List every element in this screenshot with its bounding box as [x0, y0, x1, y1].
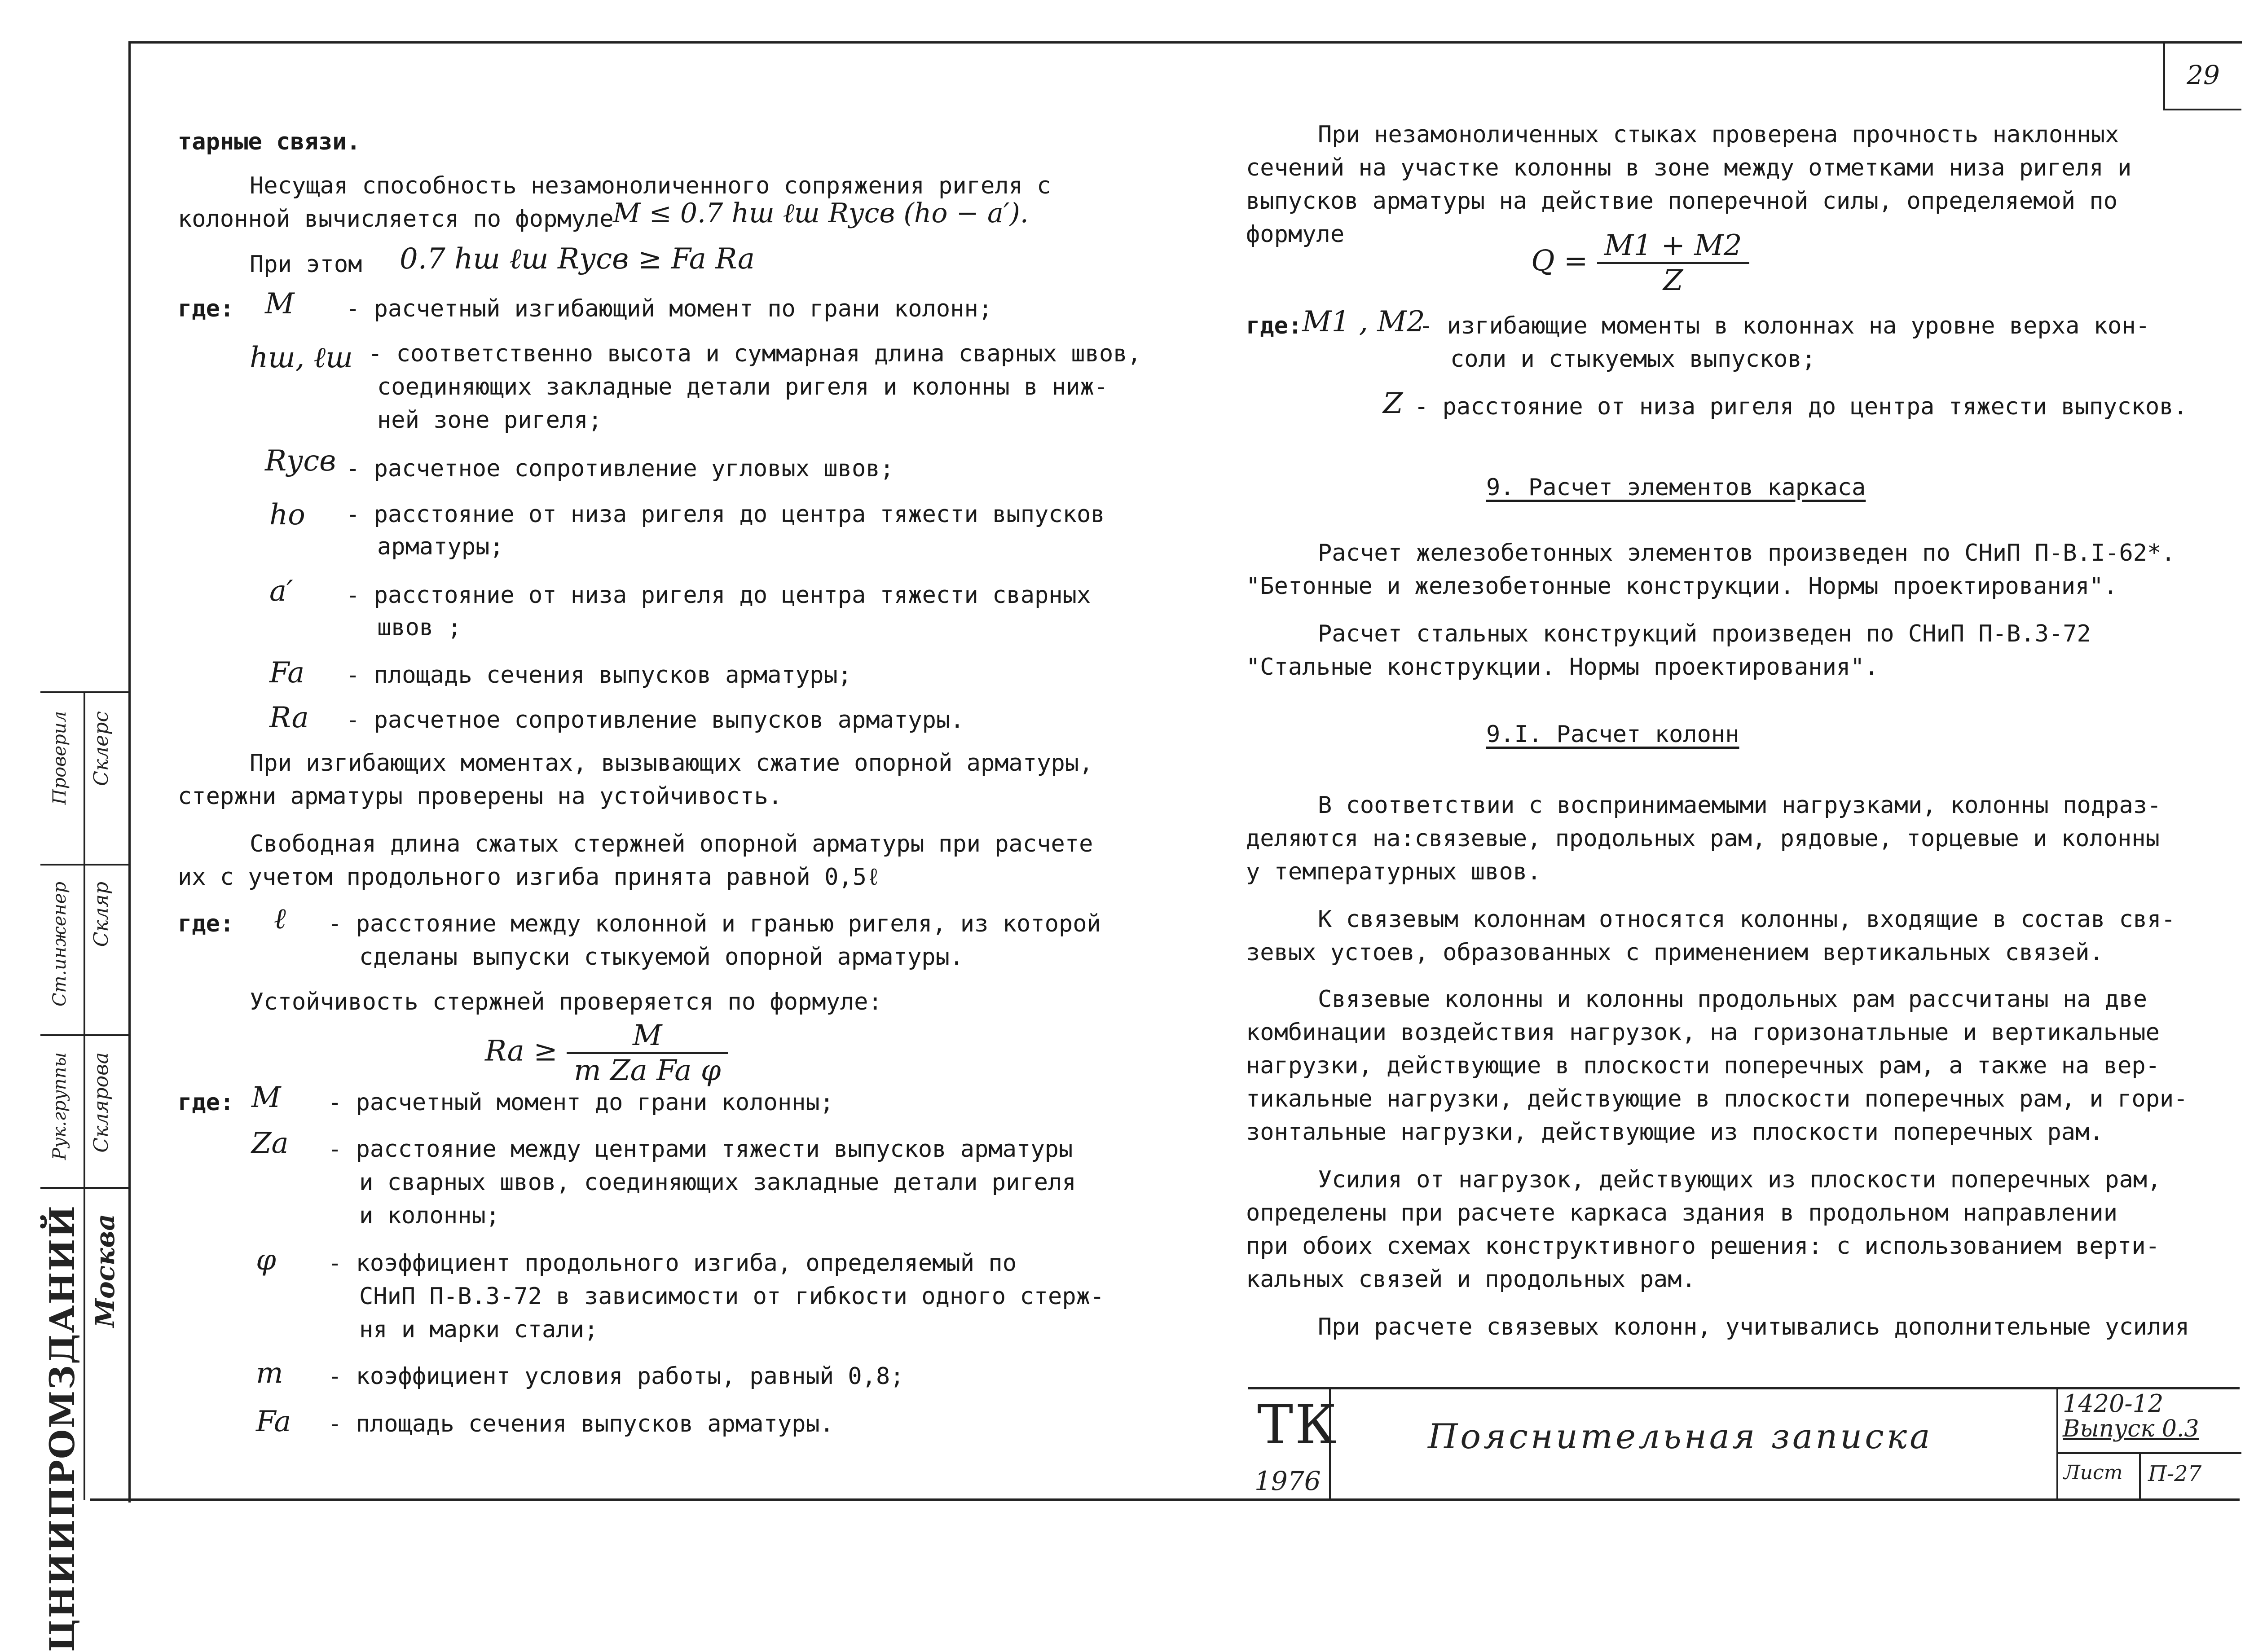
subsection-heading: 9.I. Расчет колонн — [1486, 721, 1739, 748]
text-line: выпусков арматуры на действие поперечной силы, определяемой по — [1246, 188, 2118, 215]
text-line: зонтальные нагрузки, действующие из плоскости поперечных рам. — [1246, 1119, 2104, 1146]
definition: - расстояние между колонной и гранью ригеля, из которой — [328, 910, 1101, 937]
definition: - расстояние от низа ригеля до центра тяжести выпусков — [346, 501, 1105, 528]
where-label: где: — [1246, 312, 1303, 339]
fraction-denominator: Z — [1663, 264, 1683, 297]
definition: ней зоне ригеля; — [377, 407, 602, 434]
stamp-sign-2: Скляр — [90, 882, 113, 947]
text-line: деляются на:связевые, продольных рам, рядовые, торцевые и колонны — [1246, 825, 2160, 852]
sheet-label: Лист — [2064, 1461, 2123, 1484]
symbol: ho — [269, 498, 305, 532]
definition: - площадь сечения выпусков арматуры; — [346, 662, 852, 689]
document-title: Пояснительная записка — [1428, 1416, 1933, 1456]
definition: ня и марки стали; — [359, 1316, 599, 1343]
text-line: При изгибающих моментах, вызывающих сжатие опорной арматуры, — [250, 750, 1093, 777]
text-line: Связевые колонны и колонны продольных рам рассчитаны на две — [1318, 986, 2148, 1013]
symbol: φ — [256, 1243, 276, 1277]
text-line: колонной вычисляется по формуле — [178, 206, 614, 233]
sheet-number: П-27 — [2148, 1461, 2202, 1486]
text-line: нагрузки, действующие в плоскости поперечных рам, а также на вер- — [1246, 1052, 2160, 1079]
text-line: их с учетом продольного изгиба принята равной 0,5ℓ — [178, 864, 881, 891]
symbol: m — [256, 1357, 283, 1390]
fraction-numerator: M1 + M2 — [1597, 229, 1749, 264]
text-line: При этом — [250, 251, 362, 278]
text-line: Несущая способность незамоноличенного сопряжения ригеля с — [250, 172, 1051, 199]
where-label: где: — [178, 295, 234, 322]
definition: и сварных швов, соединяющих закладные детали ригеля — [359, 1169, 1076, 1196]
symbol: Ra — [269, 701, 309, 734]
stamp-city: Москва — [90, 1214, 120, 1328]
text-line: К связевым колоннам относятся колонны, входящие в состав свя- — [1318, 906, 2175, 933]
text-line: у температурных швов. — [1246, 858, 1541, 885]
issue-number: Выпуск 0.3 — [2063, 1415, 2199, 1442]
text-line: сечений на участке колонны в зоне между отметками низа ригеля и — [1246, 154, 2132, 181]
definition: и колонны; — [359, 1202, 500, 1229]
text-line: "Стальные конструкции. Нормы проектирования". — [1246, 654, 1879, 681]
definition: соли и стыкуемых выпусков; — [1450, 346, 1816, 373]
text-line: зевых устоев, образованных с применением вертикальных связей. — [1246, 939, 2104, 966]
definition: - соответственно высота и суммарная длина сварных швов, — [368, 340, 1141, 367]
formula-moment: M ≤ 0.7 hш ℓш Rуcв (ho − a′). — [613, 198, 1029, 229]
definition: - коэффициент продольного изгиба, определяемый по — [328, 1250, 1017, 1277]
section-heading: 9. Расчет элементов каркаса — [1486, 474, 1866, 501]
text-line: комбинации воздействия нагрузок, на горизонатльные и вертикальные — [1246, 1019, 2160, 1046]
formula-fraction — [567, 1019, 728, 1087]
fraction-denominator: m Za Fa φ — [574, 1054, 721, 1087]
symbol: ℓ — [274, 902, 286, 936]
text-line: "Бетонные и железобетонные конструкции. Нормы проектирования". — [1246, 573, 2118, 600]
formula-shear — [1531, 229, 1749, 297]
formula-stability — [485, 1019, 728, 1087]
symbol: a′ — [269, 575, 293, 608]
stamp-role-2: Ст.инженер — [49, 882, 70, 1007]
side-stamp — [40, 691, 130, 1652]
text-line: При незамоноличенных стыках проверена прочность наклонных — [1318, 121, 2119, 148]
fraction-numerator: M — [567, 1019, 728, 1054]
formula-lhs: Q = — [1531, 244, 1588, 278]
symbol: M — [265, 287, 295, 321]
project-code: 1420-12 — [2063, 1389, 2164, 1418]
definition: - расстояние между центрами тяжести выпусков арматуры — [328, 1136, 1073, 1163]
definition: - расчетное сопротивление выпусков арматуры. — [346, 707, 964, 734]
stamp-role-3: Проверил — [49, 711, 70, 805]
definition: СНиП П-В.3-72 в зависимости от гибкости одного стерж- — [359, 1283, 1105, 1310]
text-line: Расчет железобетонных элементов произведен по СНиП П-В.I-62*. — [1318, 540, 2175, 567]
definition: соединяющих закладные детали ригеля и колонны в ниж- — [377, 373, 1108, 400]
symbol: M — [251, 1081, 281, 1114]
title-block — [1248, 1387, 2240, 1502]
definition: швов ; — [377, 614, 462, 641]
symbol: Fa — [256, 1405, 291, 1438]
definition: - расстояние от низа ригеля до центра тяжести сварных — [346, 582, 1091, 609]
text-line: Свободная длина сжатых стержней опорной арматуры при расчете — [250, 830, 1093, 857]
text-line: тарные связи. — [178, 128, 361, 155]
text-line: формуле — [1246, 221, 1345, 248]
text-line: Устойчивость стержней проверяется по формуле: — [250, 989, 882, 1015]
definition: - расчетный момент до грани колонны; — [328, 1089, 834, 1116]
text-line: кальных связей и продольных рам. — [1246, 1266, 1696, 1293]
symbol: Fa — [269, 656, 305, 690]
text-line: Усилия от нагрузок, действующих из плоскости поперечных рам, — [1318, 1166, 2161, 1193]
symbol: Rуcв — [265, 444, 336, 478]
where-label: где: — [178, 910, 234, 937]
text-line: стержни арматуры проверены на устойчивость. — [178, 783, 783, 810]
definition: - коэффициент условия работы, равный 0,8; — [328, 1363, 904, 1390]
definition: арматуры; — [377, 533, 504, 560]
page-number: 29 — [2163, 41, 2241, 110]
text-line: при обоих схемах конструктивного решения: с использованием верти- — [1246, 1233, 2160, 1260]
title-block-tk-cell — [1248, 1389, 1338, 1499]
definition: - расчетное сопротивление угловых швов; — [346, 455, 894, 482]
title-block-code-cell — [2056, 1389, 2241, 1499]
definition: сделаны выпуски стыкуемой опорной арматуры. — [359, 944, 964, 971]
text-line: тикальные нагрузки, действующие в плоскости поперечных рам, и гори- — [1246, 1085, 2188, 1112]
text-line: При расчете связевых колонн, учитывались дополнительные усилия — [1318, 1314, 2190, 1340]
symbol: Za — [251, 1127, 289, 1160]
formula-condition: 0.7 hш ℓш Rуcв ≥ Fa Ra — [400, 242, 755, 276]
formula-fraction — [1597, 229, 1749, 297]
tk-mark: ТК — [1257, 1394, 1338, 1456]
definition: - расчетный изгибающий момент по грани колонн; — [346, 295, 993, 322]
symbol: hш, ℓш — [250, 341, 353, 374]
symbol: Z — [1383, 387, 1403, 420]
stamp-role-1: Рук.группы — [49, 1052, 70, 1160]
symbol: M1 , M2 — [1302, 305, 1425, 338]
definition: - расстояние от низа ригеля до центра тяжести выпусков. — [1414, 393, 2188, 420]
text-line: определены при расчете каркаса здания в продольном направлении — [1246, 1199, 2118, 1226]
definition: - площадь сечения выпусков арматуры. — [328, 1410, 834, 1437]
year: 1976 — [1255, 1466, 1321, 1496]
stamp-sign-3: Склерс — [90, 711, 113, 786]
formula-lhs: Ra ≥ — [485, 1034, 558, 1068]
stamp-sign-1: Склярова — [90, 1052, 113, 1153]
text-line: В соответствии с воспринимаемыми нагрузками, колонны подраз- — [1318, 792, 2161, 819]
stamp-org: ЦНИИПРОМЗДАНИЙ — [42, 1205, 82, 1652]
definition: - изгибающие моменты в колоннах на уровне верха кон- — [1419, 312, 2150, 339]
where-label: где: — [178, 1089, 234, 1116]
text-line: Расчет стальных конструкций произведен по СНиП П-В.3-72 — [1318, 620, 2091, 647]
